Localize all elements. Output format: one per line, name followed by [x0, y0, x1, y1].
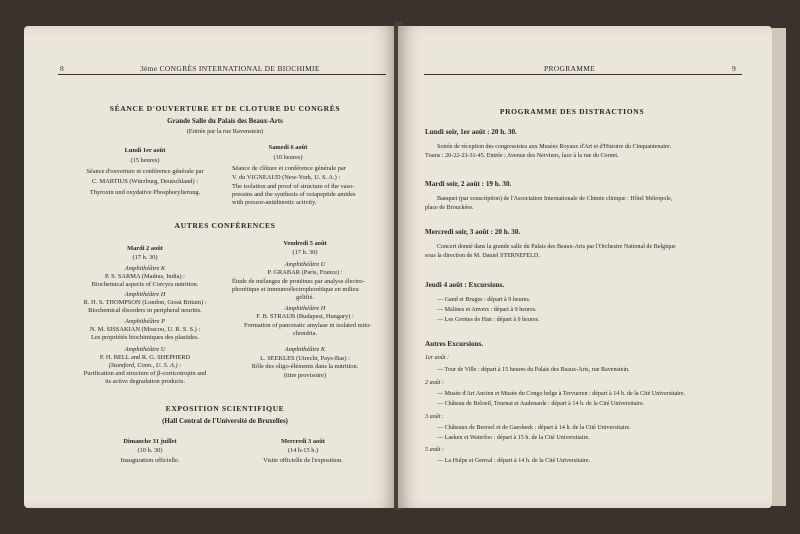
opening-right-date: Samedi 6 août: [268, 144, 308, 151]
expo-left-date: Dimanche 31 juillet: [123, 438, 177, 445]
event-2-heading: Mardi soir, 2 août : 19 h. 30.: [425, 180, 512, 188]
conf-right-time: (17 h. 30): [292, 249, 318, 256]
event-2-line-2: place de Brouckère.: [425, 205, 474, 211]
conf-right-talk-1a: Étude de mélanges de protéines par analyse électro-: [232, 278, 365, 285]
opening-left-date: Lundi 1er août: [124, 147, 166, 154]
conferences-title: AUTRES CONFÉRENCES: [174, 221, 276, 230]
left-header-rule: [58, 74, 386, 75]
conf-left-room-1: Amphithéâtre K: [124, 265, 166, 272]
conf-right-speaker-1: P. GRABAR (Paris, France) :: [267, 269, 343, 276]
conf-right-room-1: Amphithéâtre U: [284, 261, 326, 268]
conf-left-speaker-4: P. H. BELL and R. G. SHEPHERD: [99, 354, 191, 361]
opening-left-time: (15 heures): [130, 157, 160, 164]
opening-right-talk-1: The isolation and proof of structure of the vaso-: [232, 183, 355, 190]
opening-right-talk-3: with pressor-antidiuretic activity.: [232, 199, 317, 206]
event-4-line-2: — Malines et Anvers : départ à 9 heures.: [437, 307, 537, 313]
autres-heading: Autres Excursions.: [425, 340, 484, 348]
conf-left-date: Mardi 2 août: [127, 245, 163, 252]
exposition-title: EXPOSITION SCIENTIFIQUE: [165, 404, 285, 413]
conf-right-talk-3: Rôle des oligo-éléments dans la nutrition.: [251, 363, 359, 370]
event-1-line-2: Trams : 20-22-23-31-45. Entrée : Avenue des Nerviens, face à la rue du Cornet.: [425, 153, 619, 159]
page-edge-strip: [772, 28, 786, 506]
conf-left-talk-2: Biochemical disorders in peripheral neuritis.: [88, 307, 202, 314]
right-page-number: 9: [732, 64, 737, 73]
autres-line-6: — La Hulpe et Genval : départ à 14 h. de la Cité Universitaire.: [437, 458, 591, 464]
opening-left-talk: Thyroxin und oxydative Phosphorylierung.: [89, 189, 201, 196]
conf-right-speaker-3: L. SEEKLES (Utrecht, Pays-Bas) :: [260, 355, 350, 362]
conf-right-talk-2b: chondria.: [293, 330, 317, 337]
autres-line-2: — Musée d'Art Ancien et Musée du Congo belge à Tervueren : départ à 14 h. de la Cité Universitaire.: [437, 391, 686, 397]
right-running-head: PROGRAMME: [544, 64, 596, 73]
opening-right-talk-2: pressins and the synthesis of octapeptide amides: [232, 191, 356, 198]
opening-right-time: (10 heures): [273, 154, 303, 161]
autres-date-1: 1er août :: [425, 355, 450, 361]
autres-line-5: — Laeken et Waterloo : départ à 15 h. de la Cité Universitaire.: [437, 435, 590, 441]
autres-line-1: — Tour de Ville : départ à 15 heures du Palais des Beaux-Arts, rue Ravenstein.: [437, 367, 630, 373]
conf-left-talk-4a: Purification and structure of β-corticotropin and: [83, 370, 207, 377]
right-header-rule: [424, 74, 742, 75]
expo-left-time: (10 h. 30): [137, 447, 163, 454]
conf-left-speaker-2: R. H. S. THOMPSON (London, Great Britain) :: [83, 299, 207, 306]
event-3-heading: Mercredi soir, 3 août : 20 h. 30.: [425, 228, 521, 236]
conf-right-talk-2a: Formation of pancreatic amylase in isolated mito-: [244, 322, 372, 329]
expo-left-event: Inauguration officielle.: [120, 457, 180, 464]
opening-left-line: Séance d'ouverture et conférence générale par: [86, 168, 204, 175]
conf-left-speaker-1: P. S. SARMA (Madras, India) :: [105, 273, 185, 280]
opening-left-speaker: C. MARTIUS (Würzburg, Deutschland) :: [92, 178, 198, 185]
autres-date-2: 2 août :: [425, 380, 444, 386]
autres-line-4: — Châteaux de Beersel et de Gaesbeek : départ à 14 h. de la Cité Universitaire.: [437, 425, 631, 431]
conf-left-talk-4b: its active degradation products.: [105, 378, 185, 385]
conf-left-talk-3: Les propriétés biochimiques des plastides.: [90, 334, 200, 341]
event-1-line-1: Soirée de réception des congressistes aux Musées Royaux d'Art et d'Histoire du Cinquantenaire.: [437, 144, 672, 150]
opening-right-line: Séance de clôture et conférence générale par: [232, 165, 346, 172]
conf-right-room-2: Amphithéâtre H: [284, 305, 326, 312]
opening-venue: Grande Salle du Palais des Beaux-Arts: [167, 117, 283, 125]
opening-entrance: (Entrée par la rue Ravenstein): [186, 128, 264, 135]
conf-right-speaker-2: F. B. STRAUB (Budapest, Hungary) :: [256, 313, 354, 320]
event-4-line-3: — Les Grottes de Han : départ à 9 heures.: [437, 317, 540, 323]
expo-right-date: Mercredi 3 août: [281, 438, 325, 445]
event-3-line-1: Concert donné dans la grande salle du Palais des Beaux-Arts par l'Orchestre National de Belgique: [437, 244, 676, 250]
conf-right-room-3: Amphithéâtre K: [284, 346, 326, 353]
conf-right-talk-1c: gélifié.: [296, 294, 314, 301]
opening-right-speaker: V. du VIGNEAUD (New-York, U. S. A.) :: [232, 174, 341, 181]
autres-date-4: 5 août :: [425, 447, 444, 453]
event-3-line-2: sous la direction de M. Daniel STERNEFELD.: [425, 253, 540, 259]
left-page: [24, 26, 396, 508]
event-1-heading: Lundi soir, 1er août : 20 h. 30.: [425, 128, 517, 136]
left-running-head: 3ème CONGRÈS INTERNATIONAL DE BIOCHIMIE: [140, 64, 320, 73]
conf-left-room-3: Amphithéâtre P: [124, 318, 166, 325]
conf-left-speaker-3: N. M. SISSAKIAN (Moscou, U. R. S. S.) :: [89, 326, 201, 333]
exposition-venue: (Hall Central de l'Université de Bruxelles): [162, 417, 288, 425]
autres-line-3: — Château de Beloeil, Tournai et Audenarde : départ à 14 h. de la Cité Universitaire.: [437, 401, 645, 407]
event-2-line-1: Banquet (par souscription) de l'Association Internationale de Chimie clinique : Hôtel Métropole,: [437, 196, 673, 202]
left-page-number: 8: [60, 64, 65, 73]
conf-right-talk-1b: phorétique et immunoélectrophorétique en milieu: [232, 286, 359, 293]
event-4-line-1: — Gand et Bruges : départ à 9 heures.: [437, 297, 531, 303]
conf-left-talk-1: Biochemical aspects of Corcyra nutrition.: [91, 281, 199, 288]
distractions-title: PROGRAMME DES DISTRACTIONS: [499, 107, 645, 116]
expo-right-time: (14 h-15 h.): [287, 447, 319, 454]
opening-title: SÉANCE D'OUVERTURE ET DE CLOTURE DU CONGRÈS: [109, 104, 341, 113]
autres-date-3: 3 août :: [425, 414, 444, 420]
conf-right-talk-3b: (titre provisoire): [283, 372, 327, 379]
conf-left-room-4: Amphithéâtre U: [124, 346, 166, 353]
expo-right-event: Visite officielle de l'exposition.: [263, 457, 343, 464]
conf-left-time: (17 h. 30): [132, 254, 158, 261]
event-4-heading: Jeudi 4 août : Excursions.: [425, 281, 505, 289]
conf-right-date: Vendredi 5 août: [283, 240, 327, 247]
conf-left-affil-4: (Stamford, Conn., U. S. A.) :: [108, 362, 182, 369]
conf-left-room-2: Amphithéâtre H: [124, 291, 166, 298]
